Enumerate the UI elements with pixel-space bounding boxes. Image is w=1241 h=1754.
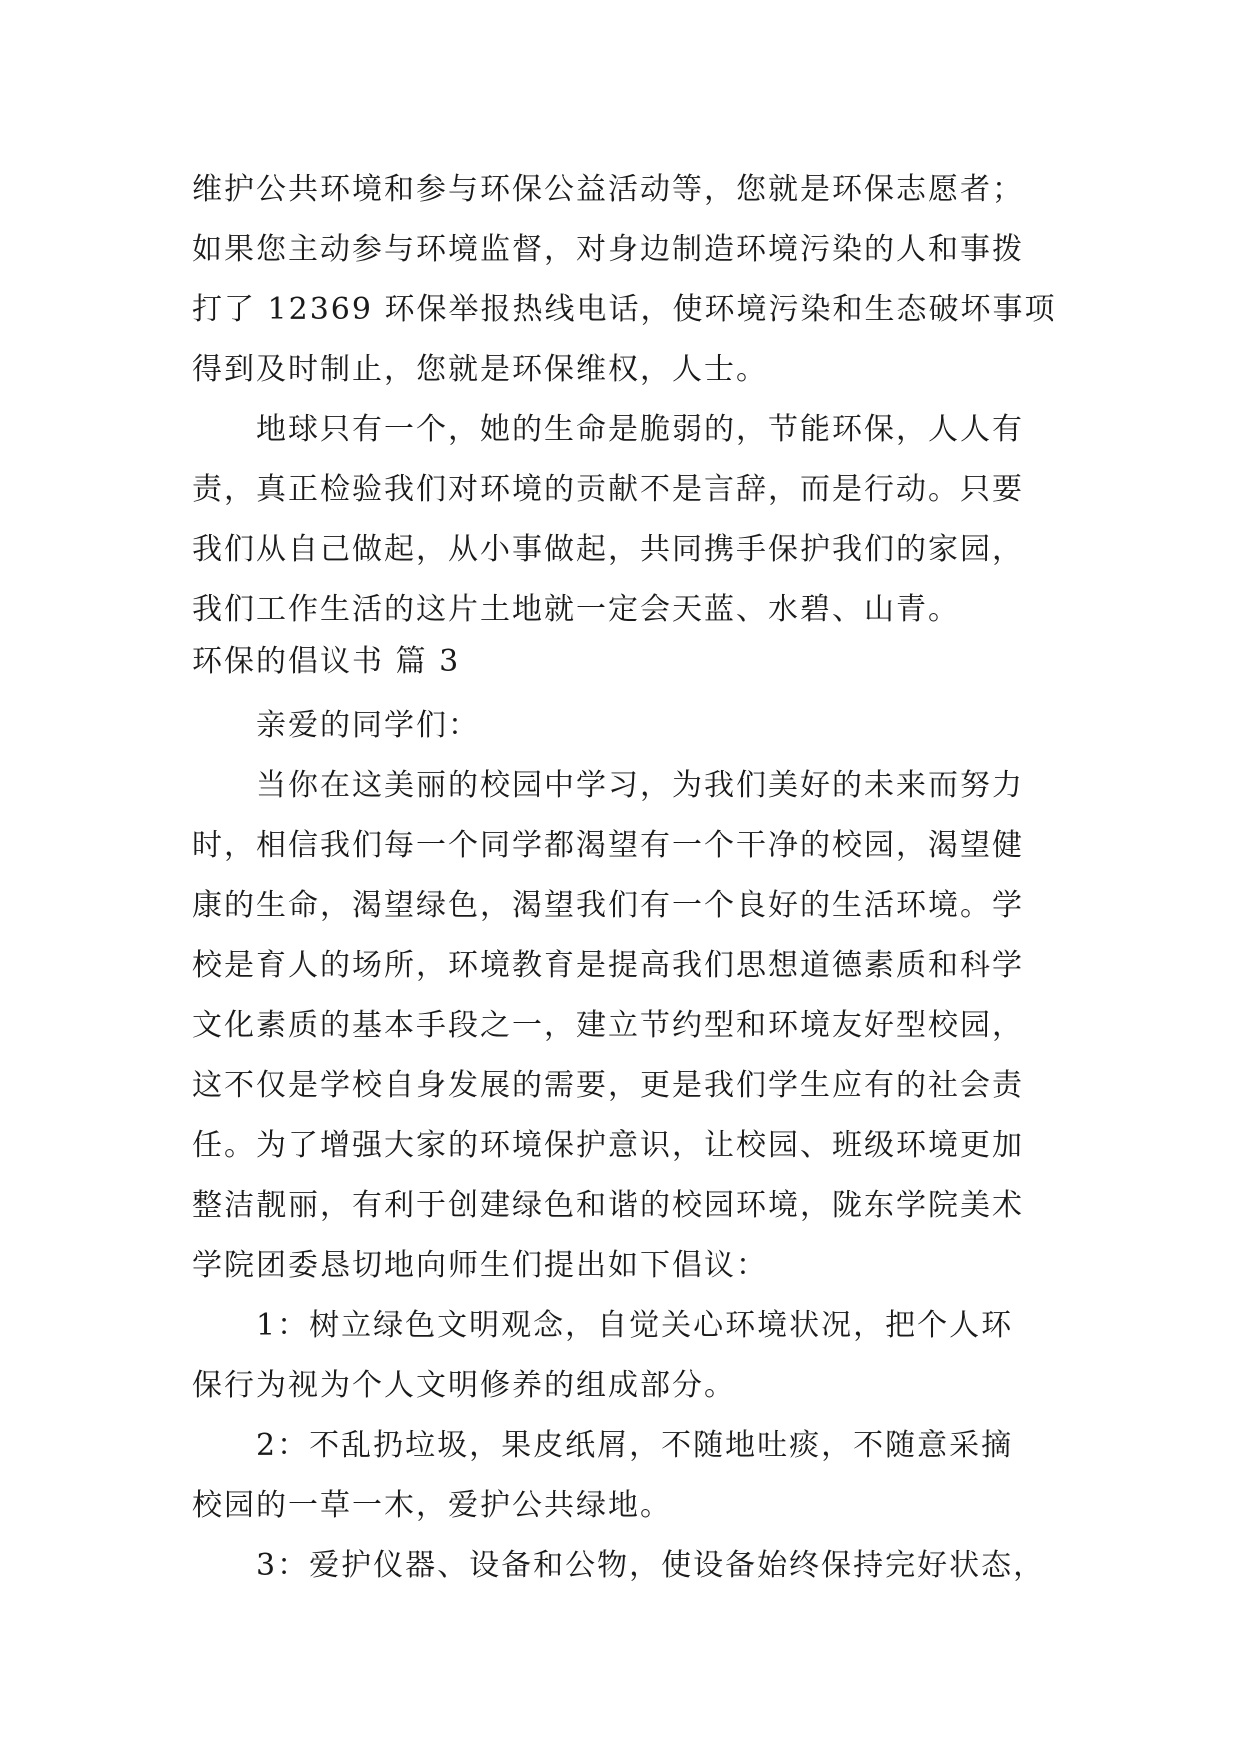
paragraph <box>192 160 1058 400</box>
text-line: 1：树立绿色文明观念，自觉关心环境状况，把个人环 <box>256 1308 1014 1343</box>
list-item <box>192 1416 1058 1536</box>
list-item <box>192 1536 1058 1596</box>
paragraph <box>192 400 1058 640</box>
text-line: 校园的一草一木，爱护公共绿地。 <box>192 1488 672 1523</box>
text-line: 当你在这美丽的校园中学习，为我们美好的未来而努力 <box>256 768 1024 803</box>
section-heading: 环保的倡议书 篇 3 <box>192 644 461 679</box>
text-line: 保行为视为个人文明修养的组成部分。 <box>192 1368 736 1403</box>
list-item <box>192 1296 1058 1416</box>
document-body <box>192 160 1058 1596</box>
text-line: 2：不乱扔垃圾，果皮纸屑，不随地吐痰，不随意采摘 <box>256 1428 1014 1463</box>
salutation: 亲爱的同学们： <box>256 708 480 743</box>
text-line: 维护公共环境和参与环保公益活动等，您就是环保志愿者； <box>192 172 1024 207</box>
text-line: 打了 12369 环保举报热线电话，使环境污染和生态破坏事项 <box>192 292 1057 327</box>
text-line: 这不仅是学校自身发展的需要，更是我们学生应有的社会责 <box>192 1068 1024 1103</box>
text-line: 康的生命，渴望绿色，渴望我们有一个良好的生活环境。学 <box>192 888 1024 923</box>
text-line: 我们工作生活的这片土地就一定会天蓝、水碧、山青。 <box>192 592 960 627</box>
text-line: 地球只有一个，她的生命是脆弱的，节能环保，人人有 <box>256 412 1024 447</box>
text-line: 整洁靓丽，有利于创建绿色和谐的校园环境，陇东学院美术 <box>192 1188 1024 1223</box>
text-line: 如果您主动参与环境监督，对身边制造环境污染的人和事拨 <box>192 232 1024 267</box>
text-line: 校是育人的场所，环境教育是提高我们思想道德素质和科学 <box>192 948 1024 983</box>
paragraph <box>192 756 1058 1296</box>
text-line: 任。为了增强大家的环境保护意识，让校园、班级环境更加 <box>192 1128 1024 1163</box>
text-line: 得到及时制止，您就是环保维权，人士。 <box>192 352 768 387</box>
text-line: 时，相信我们每一个同学都渴望有一个干净的校园，渴望健 <box>192 828 1024 863</box>
text-line: 文化素质的基本手段之一，建立节约型和环境友好型校园， <box>192 1008 1024 1043</box>
text-line: 学院团委恳切地向师生们提出如下倡议： <box>192 1248 768 1283</box>
text-line: 我们从自己做起，从小事做起，共同携手保护我们的家园， <box>192 532 1024 567</box>
text-line: 3：爱护仪器、设备和公物，使设备始终保持完好状态， <box>256 1548 1046 1583</box>
text-line: 责，真正检验我们对环境的贡献不是言辞，而是行动。只要 <box>192 472 1024 507</box>
